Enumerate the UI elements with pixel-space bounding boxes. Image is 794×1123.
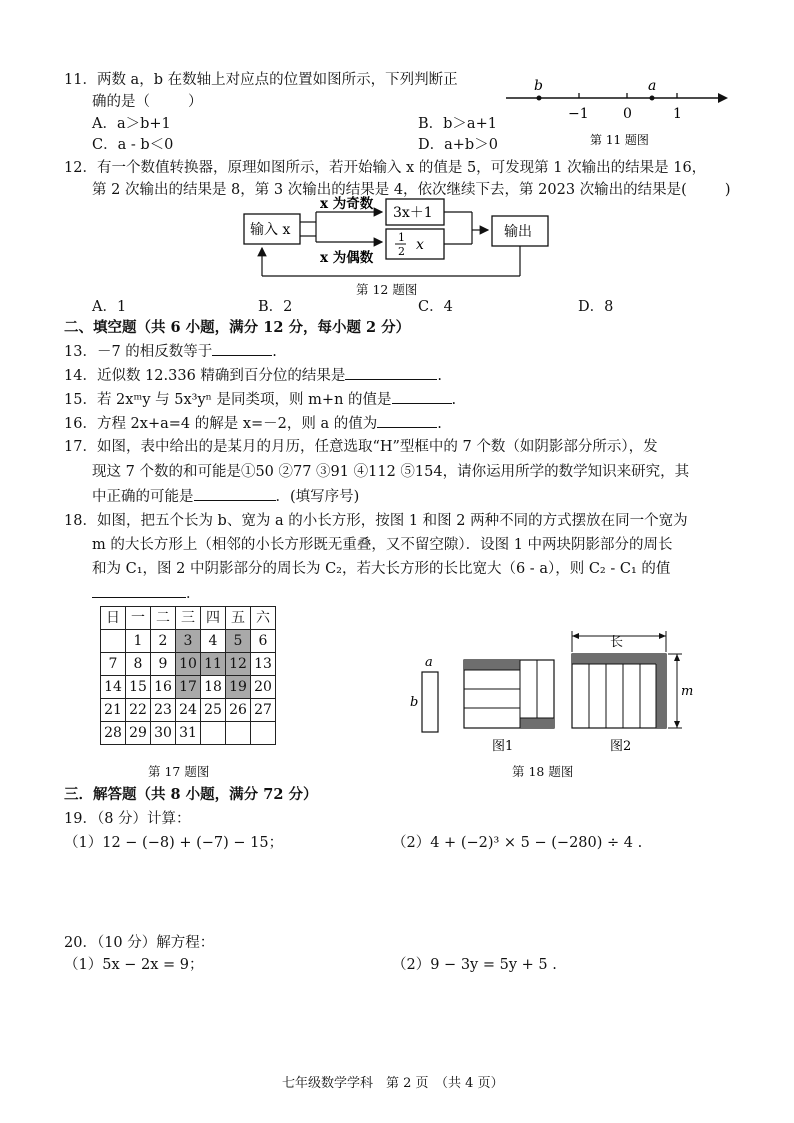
q11-option-a: A．a＞b+1 bbox=[92, 116, 171, 132]
calendar-cell: 28 bbox=[101, 722, 126, 745]
q15-answer-blank[interactable] bbox=[392, 389, 452, 404]
even-operation-x: x bbox=[416, 237, 424, 253]
calendar-cell: 17 bbox=[176, 676, 201, 699]
calendar-cell: 18 bbox=[201, 676, 226, 699]
q14-number: 14． bbox=[64, 368, 97, 384]
q16-number: 16． bbox=[64, 416, 97, 432]
q12-text-2-end: ) bbox=[724, 182, 731, 198]
q17-number: 17． bbox=[64, 439, 97, 455]
q12-option-d: D．8 bbox=[578, 299, 614, 315]
q15-text: 若 2xᵐy 与 5x³yⁿ 是同类项，则 m+n 的值是 bbox=[96, 392, 392, 408]
figure-1-shaded-bottom bbox=[520, 718, 554, 728]
q18-period: ． bbox=[186, 586, 201, 602]
calendar-cell bbox=[226, 722, 251, 745]
q17-text-3: 中正确的可能是 bbox=[92, 489, 194, 505]
figure-11-caption: 第 11 题图 bbox=[590, 133, 649, 147]
q16-period: . bbox=[437, 416, 442, 432]
q18-line-2: m 的大长方形上（相邻的小长方形既无重叠，又不留空隙）．设图 1 中两块阴影部分的周长 bbox=[92, 537, 673, 553]
calendar-row bbox=[101, 699, 276, 722]
q12-number: 12． bbox=[64, 160, 97, 176]
calendar-cell: 26 bbox=[226, 699, 251, 722]
arrow-right-icon bbox=[659, 633, 666, 639]
rectangles-figure bbox=[400, 628, 700, 758]
calendar-header: 五 bbox=[226, 607, 251, 630]
q11-option-d: D．a+b＞0 bbox=[418, 137, 498, 153]
width-label-m: m bbox=[681, 684, 694, 699]
calendar-table bbox=[100, 606, 276, 745]
calendar-cell: 21 bbox=[101, 699, 126, 722]
calendar-header: 日 bbox=[101, 607, 126, 630]
calendar-cell: 22 bbox=[126, 699, 151, 722]
q13-period: . bbox=[272, 344, 277, 360]
calendar-cell bbox=[251, 722, 276, 745]
q11-line-2 bbox=[92, 92, 203, 112]
even-label: x 为偶数 bbox=[320, 250, 374, 266]
figure-1 bbox=[464, 660, 554, 754]
figure-2-shaded-top bbox=[572, 654, 666, 664]
arrow-left-icon bbox=[572, 633, 579, 639]
q12-text: 有一个数值转换器，原理如图所示，若开始输入 x 的值是 5，可发现第 1 次输出的结果是 16， bbox=[96, 160, 707, 176]
calendar-row bbox=[101, 653, 276, 676]
q16 bbox=[64, 413, 442, 434]
q18-line-1 bbox=[64, 511, 688, 531]
even-operation-denominator: 2 bbox=[398, 245, 405, 258]
q18-line-3: 和为 C₁，图 2 中阴影部分的周长为 C₂，若大长方形的长比宽大（6 - a），则 C₂ - C₁ 的值 bbox=[92, 561, 671, 577]
q19-heading: 19．（8 分）计算： bbox=[64, 811, 191, 827]
q14-period: . bbox=[437, 368, 443, 384]
q11-text: 两数 a，b 在数轴上对应点的位置如图所示，下列判断正 bbox=[96, 72, 458, 88]
length-label: 长 bbox=[610, 635, 624, 650]
calendar-cell: 20 bbox=[251, 676, 276, 699]
q18-line-4 bbox=[92, 583, 201, 604]
calendar-cell: 10 bbox=[176, 653, 201, 676]
calendar-cell: 3 bbox=[176, 630, 201, 653]
q13-text: －7 的相反数等于 bbox=[96, 344, 213, 360]
even-operation-numerator: 1 bbox=[398, 231, 405, 244]
q17-line-1 bbox=[64, 437, 658, 457]
q12-option-b: B．2 bbox=[258, 299, 293, 315]
q17-answer-blank[interactable] bbox=[194, 486, 276, 501]
q18-number: 18． bbox=[64, 513, 97, 529]
calendar-row bbox=[101, 676, 276, 699]
number-line-figure bbox=[500, 74, 740, 154]
arrow-down-icon bbox=[674, 721, 680, 728]
q18-answer-blank[interactable] bbox=[92, 583, 186, 598]
calendar-cell: 4 bbox=[201, 630, 226, 653]
calendar-cell: 16 bbox=[151, 676, 176, 699]
figure-2-shaded-right bbox=[656, 654, 666, 728]
q12-line-1 bbox=[64, 158, 706, 178]
q17-text-3-end: ．(填写序号) bbox=[275, 489, 360, 505]
page-footer: 七年级数学学科 第 2 页 （共 4 页） bbox=[282, 1076, 504, 1091]
q17-line-2: 现这 7 个数的和可能是①50 ②77 ③91 ④112 ⑤154，请你运用所学的数学知识来研究，其 bbox=[92, 464, 690, 480]
point-a bbox=[650, 96, 655, 101]
calendar-cell: 5 bbox=[226, 630, 251, 653]
calendar-cell: 2 bbox=[151, 630, 176, 653]
calendar-header: 六 bbox=[251, 607, 276, 630]
label-minus-one: −1 bbox=[568, 106, 589, 122]
figure-2-label: 图2 bbox=[610, 739, 632, 754]
point-b bbox=[537, 96, 542, 101]
calendar-cell: 9 bbox=[151, 653, 176, 676]
calendar-cell: 6 bbox=[251, 630, 276, 653]
q12-text-2: 第 2 次输出的结果是 8，第 3 次输出的结果是 4，依次继续下去，第 2023 次输出的结果是( bbox=[92, 182, 687, 198]
calendar-cell: 11 bbox=[201, 653, 226, 676]
q13-number: 13． bbox=[64, 344, 97, 360]
calendar-cell bbox=[201, 722, 226, 745]
calendar-cell: 24 bbox=[176, 699, 201, 722]
q11-line-1 bbox=[64, 70, 458, 90]
small-rectangle bbox=[422, 672, 438, 732]
q14-answer-blank[interactable] bbox=[345, 365, 437, 380]
input-label: 输入 x bbox=[250, 222, 291, 238]
calendar-cell: 15 bbox=[126, 676, 151, 699]
label-b: b bbox=[534, 78, 543, 94]
calendar-cell: 13 bbox=[251, 653, 276, 676]
q15-number: 15． bbox=[64, 392, 97, 408]
figure-1-label: 图1 bbox=[492, 739, 514, 754]
calendar-cell: 19 bbox=[226, 676, 251, 699]
q18-text-1: 如图，把五个长为 b、宽为 a 的小长方形，按图 1 和图 2 两种不同的方式摆放在同一个宽为 bbox=[96, 513, 688, 529]
odd-operation: 3x＋1 bbox=[393, 205, 433, 221]
label-small-b: b bbox=[410, 695, 419, 710]
calendar-header: 一 bbox=[126, 607, 151, 630]
q11-option-c: C．a - b＜0 bbox=[92, 137, 174, 153]
calendar-header: 二 bbox=[151, 607, 176, 630]
q12-option-a: A．1 bbox=[92, 299, 127, 315]
q15 bbox=[64, 389, 456, 410]
figure-12-caption: 第 12 题图 bbox=[356, 282, 418, 297]
q13-answer-blank[interactable] bbox=[212, 341, 272, 356]
calendar-cell: 7 bbox=[101, 653, 126, 676]
label-small-a: a bbox=[425, 655, 433, 670]
even-operation-box bbox=[386, 229, 444, 259]
calendar-header: 三 bbox=[176, 607, 201, 630]
section-3-heading: 三．解答题（共 8 小题，满分 72 分） bbox=[64, 786, 318, 803]
calendar-cell: 27 bbox=[251, 699, 276, 722]
odd-label: x 为奇数 bbox=[320, 196, 374, 212]
q20-heading: 20．（10 分）解方程： bbox=[64, 935, 215, 951]
q20-part-2: （2）9 − 3y = 5y + 5 . bbox=[392, 957, 557, 973]
section-2-heading: 二、填空题（共 6 小题，满分 12 分，每小题 2 分） bbox=[64, 319, 411, 336]
figure-17-caption: 第 17 题图 bbox=[148, 764, 210, 779]
arrow-up-icon bbox=[674, 654, 680, 661]
q16-answer-blank[interactable] bbox=[377, 413, 437, 428]
label-one: 1 bbox=[673, 106, 682, 122]
q14 bbox=[64, 365, 442, 386]
q19-part-1: （1）12 − (−8) + (−7) − 15； bbox=[64, 835, 284, 851]
q11-text-2: 确的是（ bbox=[92, 94, 150, 110]
q15-period: . bbox=[451, 392, 457, 408]
calendar-cell: 1 bbox=[126, 630, 151, 653]
figure-1-shaded-top bbox=[464, 660, 520, 670]
calendar-row bbox=[101, 722, 276, 745]
figure-2 bbox=[572, 631, 693, 754]
figure-18-caption: 第 18 题图 bbox=[512, 764, 574, 779]
calendar-cell: 14 bbox=[101, 676, 126, 699]
calendar-row bbox=[101, 630, 276, 653]
q19-part-2: （2）4 + (−2)³ × 5 − (−280) ÷ 4 . bbox=[392, 835, 643, 851]
calendar-header-row bbox=[101, 607, 276, 630]
calendar-cell: 30 bbox=[151, 722, 176, 745]
label-a: a bbox=[648, 78, 657, 94]
calendar-cell: 31 bbox=[176, 722, 201, 745]
arrow-right-icon bbox=[718, 93, 728, 103]
q12-option-c: C．4 bbox=[418, 299, 453, 315]
q17-text-1: 如图，表中给出的是某月的月历，任意选取“H”型框中的 7 个数（如阴影部分所示），发 bbox=[96, 439, 658, 455]
q20-part-1: （1）5x − 2x = 9； bbox=[64, 957, 204, 973]
q11-option-b: B．b＞a+1 bbox=[418, 116, 497, 132]
calendar-cell: 12 bbox=[226, 653, 251, 676]
calendar-cell bbox=[101, 630, 126, 653]
calendar-header: 四 bbox=[201, 607, 226, 630]
calendar-cell: 8 bbox=[126, 653, 151, 676]
q17-line-3 bbox=[92, 486, 359, 507]
q13 bbox=[64, 341, 277, 362]
calendar-cell: 25 bbox=[201, 699, 226, 722]
q11-number: 11． bbox=[64, 72, 97, 88]
label-zero: 0 bbox=[623, 106, 632, 122]
q11-text-2-end: ） bbox=[188, 94, 203, 110]
calendar-cell: 23 bbox=[151, 699, 176, 722]
output-label: 输出 bbox=[504, 224, 532, 240]
q14-text: 近似数 12.336 精确到百分位的结果是 bbox=[96, 368, 346, 384]
q16-text: 方程 2x+a=4 的解是 x=－2，则 a 的值为 bbox=[96, 416, 378, 432]
calendar-cell: 29 bbox=[126, 722, 151, 745]
